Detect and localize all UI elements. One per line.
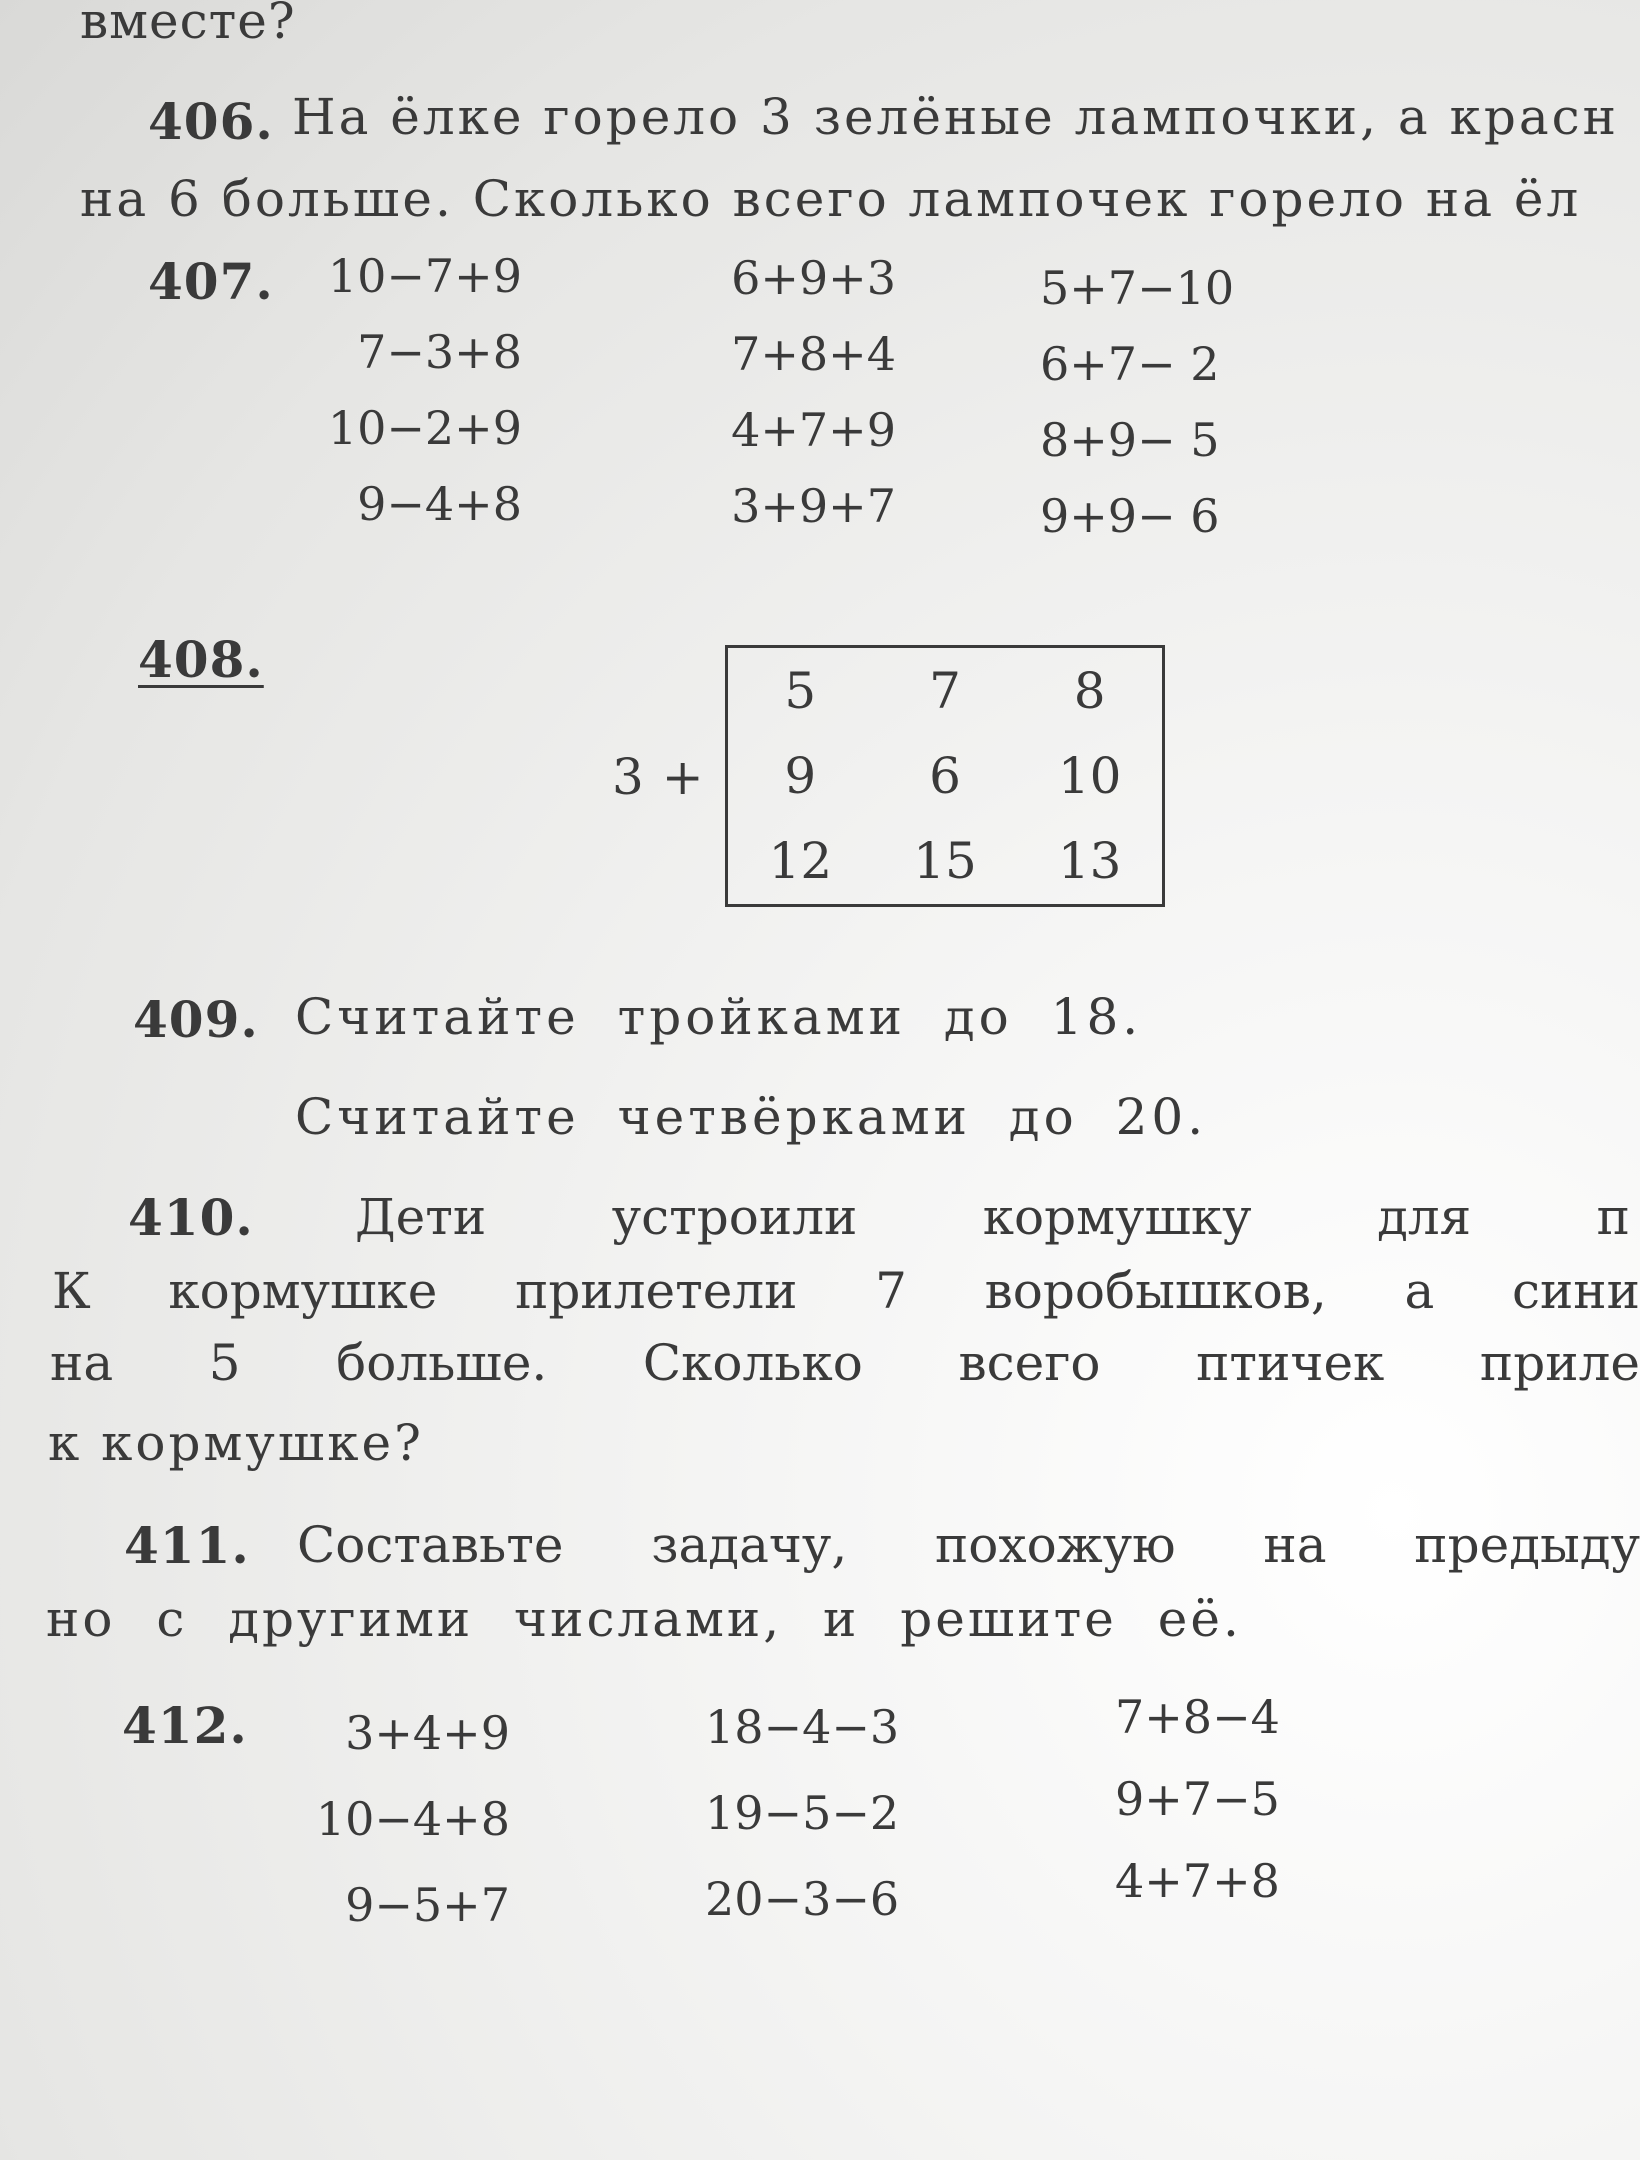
word: приле <box>1479 1334 1640 1392</box>
problem-410-line1 <box>355 1188 1630 1246</box>
word: Дети <box>355 1188 487 1246</box>
expression: 4+7+9 <box>731 403 896 457</box>
word: кормушку <box>982 1188 1252 1246</box>
expression: 10−4+8 <box>315 1792 510 1846</box>
problem-409-line1: Считайте тройками до 18. <box>295 988 1143 1046</box>
expression: 6+9+3 <box>731 251 896 305</box>
word: задачу, <box>651 1516 848 1574</box>
expression: 18−4−3 <box>705 1700 900 1754</box>
problem-412-column-3 <box>1115 1676 1290 1922</box>
problem-406-number: 406. <box>148 92 274 151</box>
problem-411-line1 <box>297 1516 1640 1574</box>
expression: 6+7− 2 <box>1040 337 1220 391</box>
expression: 19−5−2 <box>705 1786 900 1840</box>
problem-411-number: 411. <box>124 1516 250 1575</box>
problem-408-number-grid <box>725 645 1165 907</box>
problem-409-line2: Считайте четвёрками до 20. <box>295 1088 1208 1146</box>
grid-cell: 7 <box>929 661 961 720</box>
problem-411-line2: но с другими числами, и решите её. <box>46 1590 1242 1648</box>
word: прилетели <box>515 1262 798 1320</box>
problem-412-column-1 <box>300 1690 510 1948</box>
problem-410-line4: к кормушке? <box>48 1414 424 1472</box>
expression: 4+7+8 <box>1115 1854 1280 1908</box>
expression: 9−4+8 <box>357 477 522 531</box>
word: а <box>1404 1262 1435 1320</box>
problem-410-line2 <box>52 1262 1640 1320</box>
expression: 7+8−4 <box>1115 1690 1280 1744</box>
problem-407-column-1 <box>300 238 522 542</box>
problem-412-column-2 <box>705 1684 910 1942</box>
expression: 9+7−5 <box>1115 1772 1280 1826</box>
problem-407-number: 407. <box>148 252 274 311</box>
word: воробышков, <box>984 1262 1327 1320</box>
word: предыду <box>1414 1516 1640 1574</box>
problem-408-number: 408. <box>138 630 264 689</box>
word: для <box>1377 1188 1472 1246</box>
grid-cell: 6 <box>929 746 961 805</box>
problem-412-number: 412. <box>122 1696 248 1755</box>
problem-406-line2: на 6 больше. Сколько всего лампочек горело на ёл <box>80 170 1582 228</box>
grid-cell: 13 <box>1057 832 1122 891</box>
word: 7 <box>875 1262 907 1320</box>
expression: 8+9− 5 <box>1040 413 1220 467</box>
expression: 20−3−6 <box>705 1872 900 1926</box>
word: больше. <box>336 1334 548 1392</box>
word: п <box>1596 1188 1630 1246</box>
grid-cell: 12 <box>768 832 833 891</box>
expression: 7+8+4 <box>731 327 896 381</box>
word: Сколько <box>642 1334 863 1392</box>
problem-410-number: 410. <box>128 1188 254 1247</box>
problem-407-column-2 <box>700 240 896 544</box>
word: устроили <box>611 1188 858 1246</box>
expression: 5+7−10 <box>1040 261 1235 315</box>
expression: 3+9+7 <box>731 479 896 533</box>
word: кормушке <box>168 1262 438 1320</box>
expression: 3+4+9 <box>345 1706 510 1760</box>
problem-408-prefix: 3 + <box>612 748 705 806</box>
problem-410-line3 <box>50 1334 1640 1392</box>
word: 5 <box>208 1334 241 1392</box>
grid-cell: 8 <box>1073 661 1106 720</box>
word: на <box>1263 1516 1327 1574</box>
expression: 10−7+9 <box>327 249 522 303</box>
problem-407-column-3 <box>1040 250 1260 554</box>
expression: 9+9− 6 <box>1040 489 1220 543</box>
grid-cell: 9 <box>784 746 817 805</box>
grid-cell: 10 <box>1057 746 1122 805</box>
problem-406-line1: На ёлке горело 3 зелёные лампочки, а красн <box>292 88 1619 146</box>
expression: 10−2+9 <box>327 401 522 455</box>
word: Составьте <box>297 1516 564 1574</box>
top-fragment: вместе? <box>80 0 296 50</box>
expression: 9−5+7 <box>345 1878 510 1932</box>
word: сини <box>1511 1262 1640 1320</box>
word: на <box>50 1334 114 1392</box>
word: всего <box>958 1334 1101 1392</box>
grid-cell: 5 <box>784 661 817 720</box>
problem-409-number: 409. <box>133 990 259 1049</box>
word: похожую <box>934 1516 1176 1574</box>
word: К <box>52 1262 91 1320</box>
expression: 7−3+8 <box>357 325 522 379</box>
grid-cell: 15 <box>913 832 977 891</box>
word: птичек <box>1196 1334 1385 1392</box>
